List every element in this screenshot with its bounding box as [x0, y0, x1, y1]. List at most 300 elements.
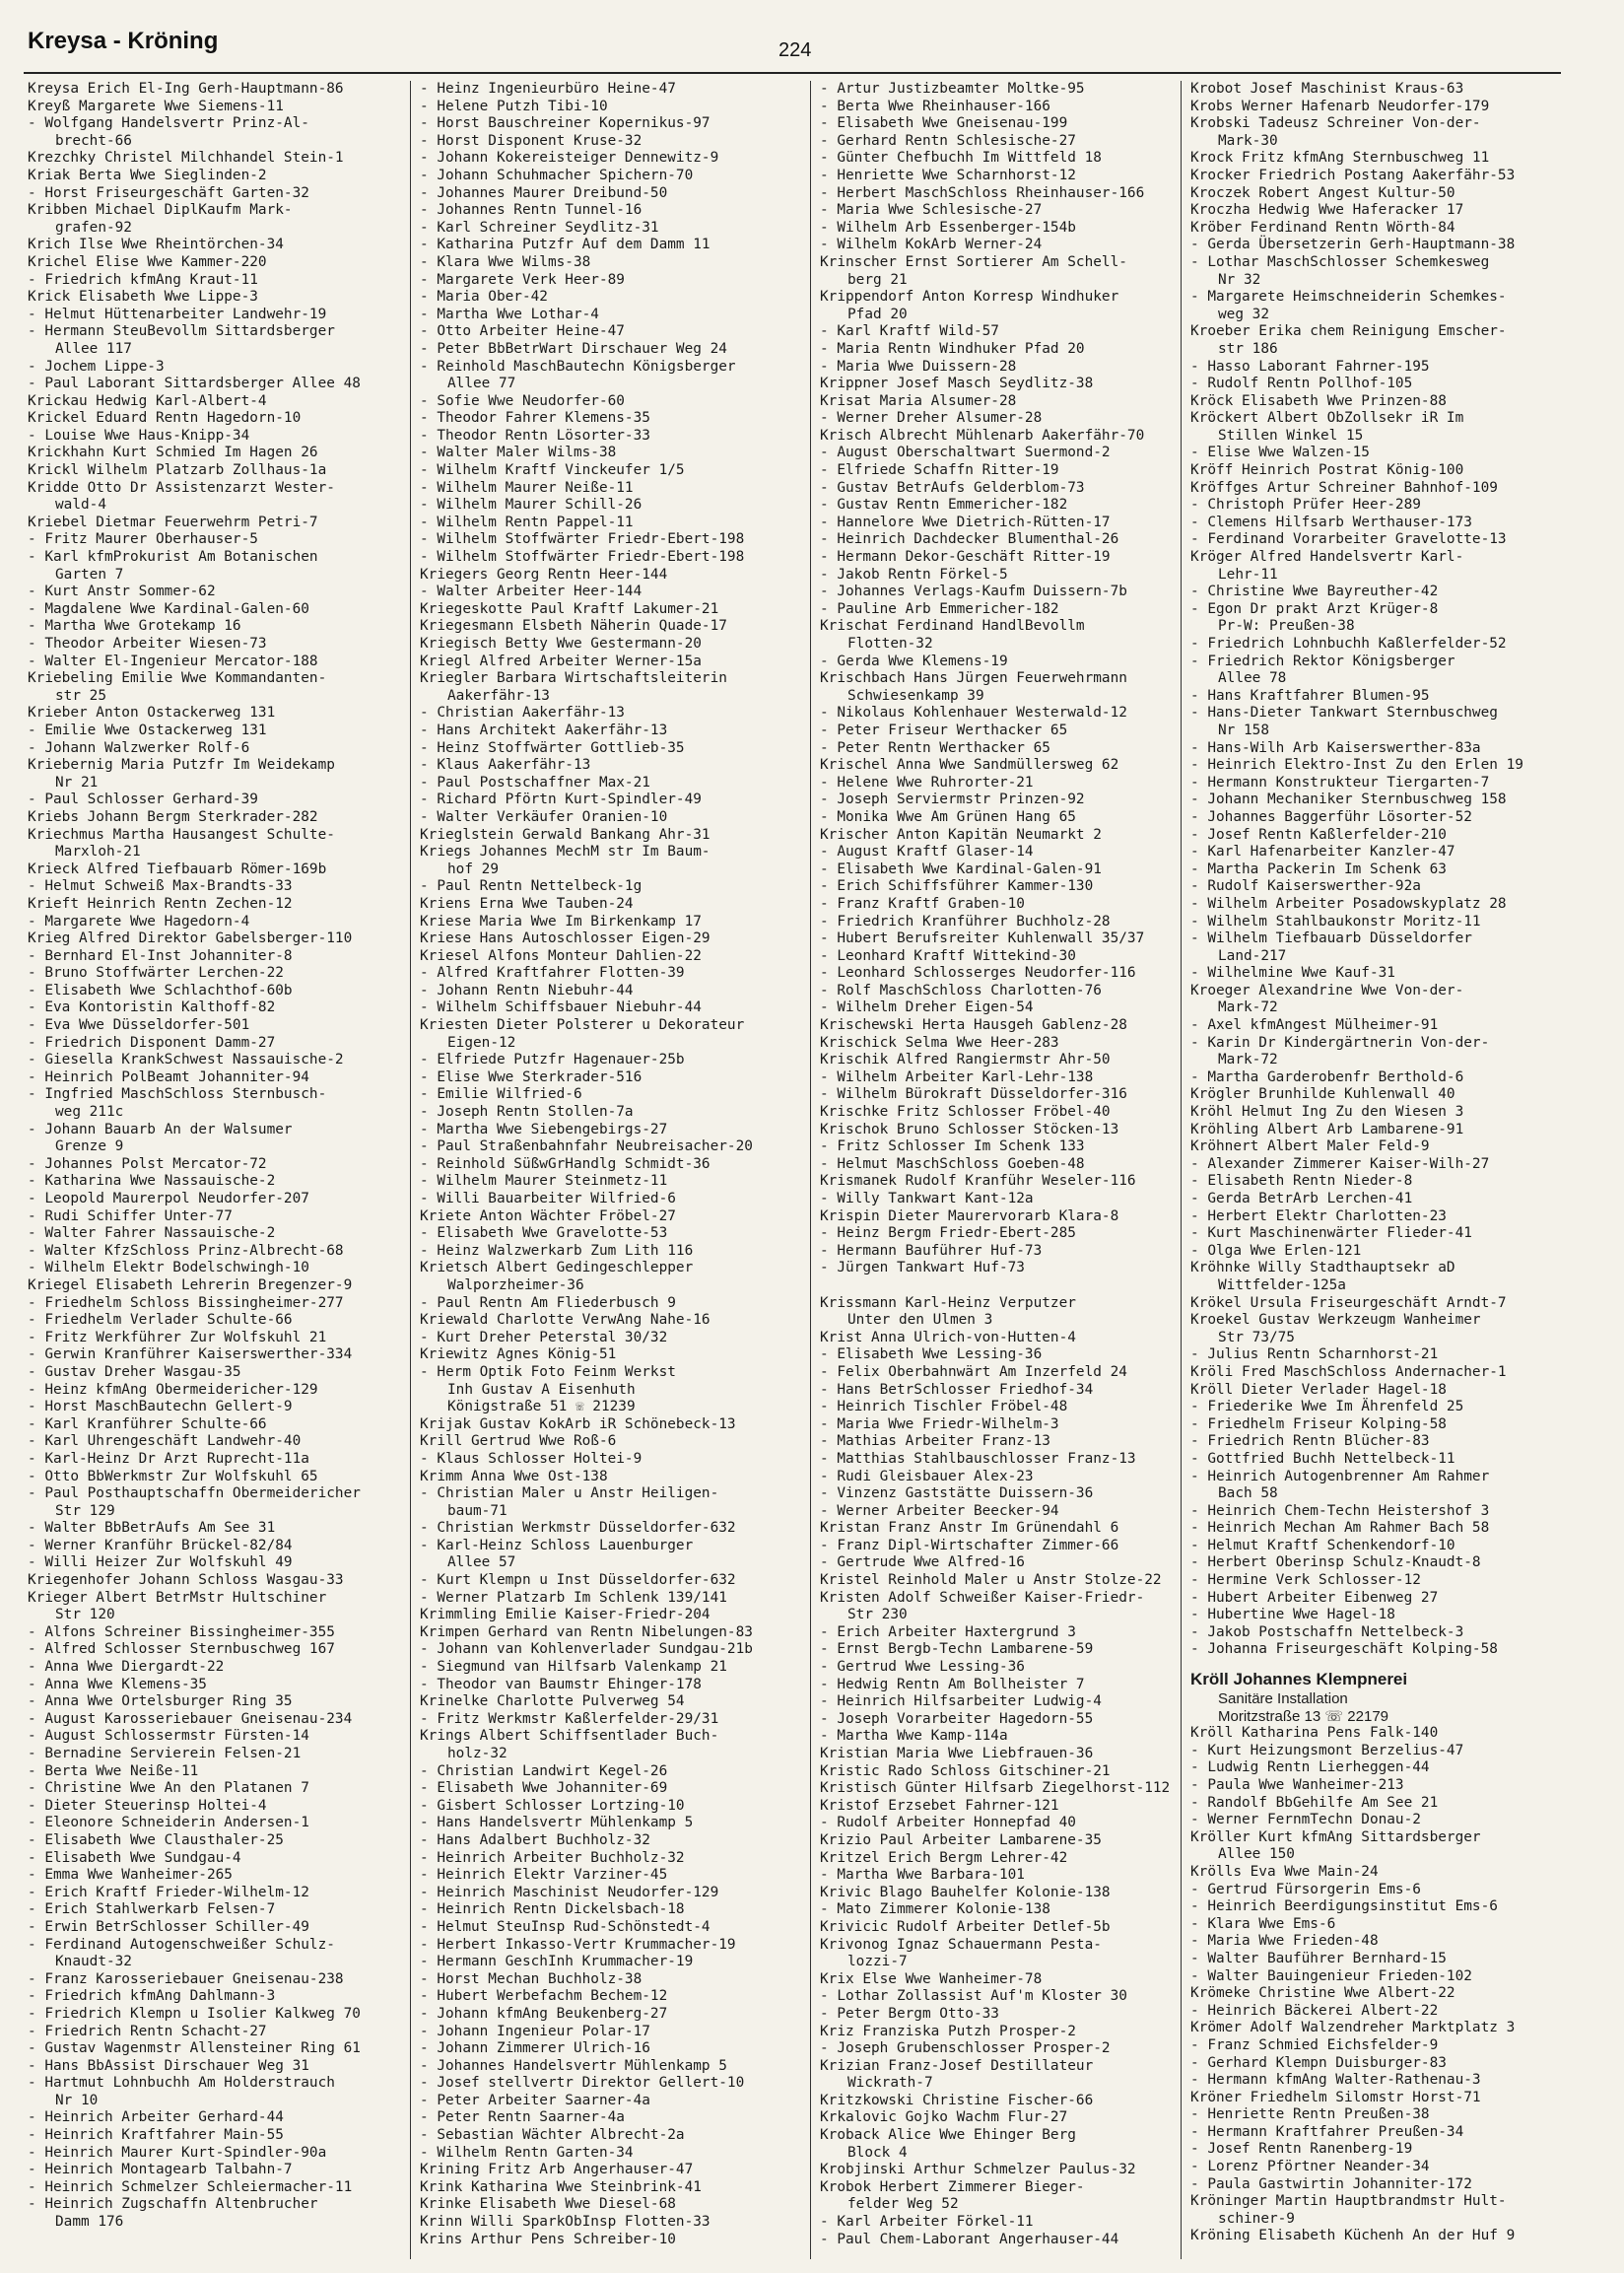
entry-continuation: Nr 158: [1218, 722, 1269, 738]
directory-entry: Krömer Adolf Walzendreher Marktplatz 3: [1190, 2020, 1516, 2036]
directory-subentry: - Heinrich Beerdigungsinstitut Ems-6: [1190, 1898, 1498, 1915]
directory-subentry: - Elfriede Schaffn Ritter-19: [820, 462, 1059, 479]
directory-subentry: - Wilhelm Rentn Pappel-11: [420, 514, 634, 530]
directory-entry: Krieg Alfred Direktor Gabelsberger-110: [28, 930, 353, 947]
directory-entry: Kriewald Charlotte VerwAng Nahe-16: [420, 1312, 710, 1329]
directory-subentry: - Elisabeth Wwe Schlachthof-60b: [28, 982, 293, 999]
directory-subentry: - Karl Kraftf Wild-57: [820, 323, 999, 340]
directory-subentry: - Werner FernmTechn Donau-2: [1190, 1812, 1421, 1828]
entry-continuation: Str 230: [847, 1607, 908, 1623]
directory-subentry: - Lothar Zollassist Auf'm Kloster 30: [820, 1988, 1127, 2005]
directory-subentry: - Eva Wwe Düsseldorfer-501: [28, 1017, 250, 1034]
directory-subentry: - Maria Rentn Windhuker Pfad 20: [820, 340, 1085, 357]
directory-subentry: - Helmut MaschSchloss Goeben-48: [820, 1155, 1085, 1172]
entry-continuation: weg 32: [1218, 306, 1269, 322]
directory-entry: Kridde Otto Dr Assistenzarzt Wester-: [28, 479, 335, 496]
directory-subentry: - Karl Kranführer Schulte-66: [28, 1415, 267, 1432]
directory-subentry: - Johann Bauarb An der Walsumer: [28, 1121, 293, 1137]
directory-subentry: - Egon Dr prakt Arzt Krüger-8: [1190, 600, 1439, 617]
directory-entry: Krischewski Herta Hausgeh Gablenz-28: [820, 1017, 1127, 1034]
entry-spacer: [820, 1277, 1186, 1295]
directory-subentry: - Karl-Heinz Dr Arzt Ruprecht-11a: [28, 1450, 309, 1467]
entry-continuation: Allee 150: [1218, 1846, 1295, 1863]
directory-entry: Kriak Berta Wwe Sieglinden-2: [28, 167, 267, 183]
directory-subentry: - Heinrich Schmelzer Schleiermacher-11: [28, 2178, 353, 2195]
directory-subentry: - Anna Wwe Ortelsburger Ring 35: [28, 1693, 293, 1710]
directory-subentry: - Erich Arbeiter Haxtergrund 3: [820, 1623, 1076, 1640]
directory-entry: Krieber Anton Ostackerweg 131: [28, 705, 276, 722]
directory-subentry: - Joseph Serviermstr Prinzen-92: [820, 792, 1085, 808]
directory-entry: Kriebeling Emilie Wwe Kommandanten-: [28, 670, 327, 687]
directory-subentry: - Fritz Schlosser Im Schenk 133: [820, 1138, 1085, 1155]
directory-columns: [24, 81, 1561, 2259]
directory-subentry: - Rolf MaschSchloss Charlotten-76: [820, 982, 1102, 999]
directory-subentry: - Alfred Schlosser Sternbuschweg 167: [28, 1641, 335, 1658]
directory-subentry: - Elisabeth Wwe Gravelotte-53: [420, 1225, 668, 1242]
directory-subentry: - Horst Mechan Buchholz-38: [420, 1970, 643, 1987]
directory-entry: Krivic Blago Bauhelfer Kolonie-138: [820, 1884, 1111, 1900]
entry-continuation: Wickrath-7: [847, 2075, 933, 2092]
directory-subentry: - Heinrich Hilfsarbeiter Ludwig-4: [820, 1693, 1102, 1710]
directory-subentry: - Siegmund van Hilfsarb Valenkamp 21: [420, 1659, 727, 1676]
directory-subentry: - Herm Optik Foto Feinm Werkst: [420, 1363, 676, 1380]
entry-continuation: Marxloh-21: [55, 844, 141, 861]
directory-subentry: - Peter Rentn Saarner-4a: [420, 2109, 625, 2126]
directory-subentry: - Karl Uhrengeschäft Landwehr-40: [28, 1433, 302, 1450]
directory-subentry: - Paul Posthauptschaffn Obermeidericher: [28, 1485, 361, 1502]
directory-subentry: - Randolf BbGehilfe Am See 21: [1190, 1794, 1439, 1811]
directory-subentry: - Wilhelm Stoffwärter Friedr-Ebert-198: [420, 549, 745, 566]
directory-subentry: - Elise Wwe Sterkrader-516: [420, 1068, 643, 1085]
directory-subentry: - Walter KfzSchloss Prinz-Albrecht-68: [28, 1242, 344, 1259]
entry-continuation: Allee 57: [447, 1554, 516, 1571]
entry-continuation: grafen-92: [55, 219, 132, 236]
directory-subentry: - Karl kfmProkurist Am Botanischen: [28, 549, 318, 566]
directory-subentry: - Heinz Walzwerkarb Zum Lith 116: [420, 1242, 694, 1259]
directory-subentry: - Herbert Inkasso-Vertr Krummacher-19: [420, 1936, 736, 1953]
directory-entry: Kröffges Artur Schreiner Bahnhof-109: [1190, 479, 1498, 496]
directory-subentry: - Heinrich Maurer Kurt-Spindler-90a: [28, 2144, 327, 2161]
directory-subentry: - Christine Wwe Bayreuther-42: [1190, 584, 1439, 600]
directory-subentry: - Johann Mechaniker Sternbuschweg 158: [1190, 792, 1507, 808]
directory-column-1: [28, 81, 394, 2259]
directory-entry: Kriegisch Betty Wwe Gestermann-20: [420, 636, 702, 652]
directory-entry: Kriesten Dieter Polsterer u Dekorateur: [420, 1017, 745, 1034]
entry-continuation: str 186: [1218, 340, 1278, 357]
directory-subentry: - Rudolf Rentn Pollhof-105: [1190, 376, 1413, 392]
directory-subentry: - Johann Zimmerer Ulrich-16: [420, 2040, 650, 2057]
directory-subentry: - Franz Karosseriebauer Gneisenau-238: [28, 1970, 344, 1987]
directory-subentry: - Wilhelm Elektr Bodelschwingh-10: [28, 1260, 309, 1276]
directory-subentry: - Franz Kraftf Graben-10: [820, 895, 1025, 912]
directory-subentry: - Wilhelm Maurer Neiße-11: [420, 479, 634, 496]
directory-subentry: - Leopold Maurerpol Neudorfer-207: [28, 1191, 309, 1206]
directory-entry: Kröhl Helmut Ing Zu den Wiesen 3: [1190, 1104, 1464, 1121]
directory-entry: Kröll Katharina Pens Falk-140: [1190, 1725, 1439, 1742]
directory-subentry: - Christian Werkmstr Düsseldorfer-632: [420, 1520, 736, 1537]
directory-subentry: - Friedhelm Verlader Schulte-66: [28, 1312, 293, 1329]
directory-subentry: - Gottfried Buchh Nettelbeck-11: [1190, 1450, 1455, 1467]
directory-subentry: - Karl Arbeiter Förkel-11: [820, 2214, 1034, 2231]
directory-subentry: - Wilhelm Arb Essenberger-154b: [820, 219, 1076, 236]
directory-subentry: - Gertrud Wwe Lessing-36: [820, 1659, 1025, 1676]
directory-entry: Kriegler Barbara Wirtschaftsleiterin: [420, 670, 727, 687]
directory-entry: Krins Arthur Pens Schreiber-10: [420, 2231, 676, 2247]
entry-continuation: Mark-30: [1218, 132, 1278, 149]
directory-subentry: - Ferdinand Autogenschweißer Schulz-: [28, 1936, 335, 1953]
directory-entry: Krinke Elisabeth Wwe Diesel-68: [420, 2196, 676, 2213]
directory-subentry: - Elisabeth Wwe Sundgau-4: [28, 1849, 241, 1866]
directory-subentry: - Klara Wwe Ems-6: [1190, 1915, 1336, 1932]
entry-continuation: Pr-W: Preußen-38: [1218, 618, 1355, 635]
directory-subentry: - August Schlossermstr Fürsten-14: [28, 1728, 309, 1745]
directory-entry: Kriegeskotte Paul Kraftf Lakumer-21: [420, 600, 719, 617]
directory-entry: Kriegers Georg Rentn Heer-144: [420, 566, 668, 583]
directory-entry: Krist Anna Ulrich-von-Hutten-4: [820, 1329, 1076, 1345]
directory-subentry: - Friedrich Klempn u Isolier Kalkweg 70: [28, 2005, 361, 2022]
directory-entry: Krobok Herbert Zimmerer Bieger-: [820, 2178, 1085, 2195]
directory-subentry: - Günter Chefbuchh Im Wittfeld 18: [820, 150, 1102, 167]
directory-entry: Kröner Friedhelm Silomstr Horst-71: [1190, 2089, 1481, 2105]
directory-entry: Kröninger Martin Hauptbrandmstr Hult-: [1190, 2193, 1507, 2210]
directory-subentry: - Bernadine Servierein Felsen-21: [28, 1746, 302, 1761]
directory-entry: Kroczha Hedwig Wwe Haferacker 17: [1190, 202, 1464, 219]
directory-subentry: - Heinrich Rentn Dickelsbach-18: [420, 1901, 685, 1918]
directory-subentry: - Josef Rentn Kaßlerfelder-210: [1190, 826, 1447, 843]
entry-continuation: Nr 21: [55, 774, 99, 791]
directory-subentry: - Paul Rentn Nettelbeck-1g: [420, 878, 643, 895]
directory-subentry: - Mathias Arbeiter Franz-13: [820, 1433, 1050, 1450]
directory-subentry: - Katharina Putzfr Auf dem Damm 11: [420, 237, 710, 253]
directory-subentry: - Johannes Polst Mercator-72: [28, 1155, 267, 1172]
directory-subentry: - Mato Zimmerer Kolonie-138: [820, 1901, 1050, 1918]
directory-subentry: - Bernhard El-Inst Johanniter-8: [28, 947, 293, 964]
directory-subentry: - Christian Landwirt Kegel-26: [420, 1762, 668, 1779]
directory-subentry: - Friedrich kfmAng Kraut-11: [28, 271, 258, 288]
directory-entry: Krismanek Rudolf Kranführ Weseler-116: [820, 1173, 1136, 1190]
directory-subentry: - Gerhard Klempn Duisburger-83: [1190, 2054, 1447, 2071]
directory-subentry: - Helmut Kraftf Schenkendorf-10: [1190, 1537, 1455, 1553]
entry-continuation: Allee 78: [1218, 670, 1287, 687]
business-listing-detail: Moritzstraße 13 ☏ 22179: [1218, 1707, 1388, 1725]
directory-subentry: - Johannes Verlags-Kaufm Duissern-7b: [820, 584, 1127, 600]
directory-subentry: - Paul Straßenbahnfahr Neubreisacher-20: [420, 1138, 753, 1155]
directory-entry: Krieglstein Gerwald Bankang Ahr-31: [420, 826, 710, 843]
directory-subentry: - Johann Rentn Niebuhr-44: [420, 982, 634, 999]
directory-subentry: - Ludwig Rentn Lierheggen-44: [1190, 1759, 1430, 1776]
page-number: 224: [778, 39, 812, 61]
directory-subentry: - Theodor Arbeiter Wiesen-73: [28, 636, 267, 652]
directory-entry: Kriens Erna Wwe Tauben-24: [420, 895, 634, 912]
directory-subentry: - Christine Wwe An den Platanen 7: [28, 1780, 309, 1797]
directory-subentry: - Johann Walzwerker Rolf-6: [28, 739, 250, 756]
directory-subentry: - Jürgen Tankwart Huf-73: [820, 1260, 1025, 1276]
directory-subentry: - Heinz kfmAng Obermeidericher-129: [28, 1381, 318, 1398]
directory-entry: Kroczek Robert Angest Kultur-50: [1190, 184, 1455, 201]
directory-subentry: - Alfred Kraftfahrer Flotten-39: [420, 965, 685, 982]
directory-entry: Kristisch Günter Hilfsarb Ziegelhorst-112: [820, 1780, 1171, 1797]
directory-subentry: - Martha Packerin Im Schenk 63: [1190, 861, 1447, 877]
directory-subentry: - Christian Maler u Anstr Heiligen-: [420, 1485, 719, 1502]
directory-subentry: - Nikolaus Kohlenhauer Westerwald-12: [820, 705, 1127, 722]
directory-subentry: - Martha Wwe Siebengebirgs-27: [420, 1121, 668, 1137]
directory-subentry: - Hans-Wilh Arb Kaiserswerther-83a: [1190, 739, 1481, 756]
directory-entry: Kriese Maria Wwe Im Birkenkamp 17: [420, 913, 702, 930]
directory-subentry: - August Karosseriebauer Gneisenau-234: [28, 1710, 353, 1727]
directory-subentry: - Katharina Wwe Nassauische-2: [28, 1173, 276, 1190]
directory-subentry: - Louise Wwe Haus-Knipp-34: [28, 427, 250, 444]
header-rule: [24, 72, 1561, 74]
directory-subentry: - Anna Wwe Klemens-35: [28, 1676, 207, 1692]
directory-subentry: - Kurt Maschinenwärter Flieder-41: [1190, 1225, 1472, 1242]
directory-subentry: - Johann Ingenieur Polar-17: [420, 2023, 650, 2039]
directory-subentry: - Heinrich Tischler Fröbel-48: [820, 1399, 1068, 1415]
directory-subentry: - Wilhelm Arbeiter Karl-Lehr-138: [820, 1068, 1094, 1085]
directory-entry: Krickau Hedwig Karl-Albert-4: [28, 392, 267, 409]
directory-subentry: - Hartmut Lohnbuchh Am Holderstrauch: [28, 2075, 335, 2092]
directory-entry: Kröckert Albert ObZollsekr iR Im: [1190, 410, 1464, 427]
directory-entry: Krisat Maria Alsumer-28: [820, 392, 1017, 409]
directory-subentry: - Klara Wwe Wilms-38: [420, 253, 591, 270]
directory-subentry: - Wilhelm Schiffsbauer Niebuhr-44: [420, 999, 702, 1016]
directory-subentry: - Helene Putzh Tibi-10: [420, 98, 608, 114]
directory-subentry: - Monika Wwe Am Grünen Hang 65: [820, 808, 1076, 825]
directory-subentry: - Axel kfmAngest Mülheimer-91: [1190, 1017, 1439, 1034]
directory-subentry: - Paul Chem-Laborant Angerhauser-44: [820, 2231, 1119, 2247]
directory-subentry: - Gisbert Schlosser Lortzing-10: [420, 1797, 685, 1814]
directory-subentry: - Martha Wwe Grotekamp 16: [28, 618, 241, 635]
directory-entry: Krischat Ferdinand HandlBevollm: [820, 618, 1085, 635]
directory-entry: Kriebs Johann Bergm Sterkrader-282: [28, 808, 318, 825]
directory-subentry: - Herbert MaschSchloss Rheinhauser-166: [820, 184, 1145, 201]
directory-subentry: - Paul Laborant Sittardsberger Allee 48: [28, 376, 361, 392]
entry-continuation: wald-4: [55, 497, 106, 514]
directory-entry: Kröhling Albert Arb Lambarene-91: [1190, 1121, 1464, 1137]
directory-entry: Kriegs Johannes MechM str Im Baum-: [420, 844, 710, 861]
directory-subentry: - Wolfgang Handelsvertr Prinz-Al-: [28, 115, 309, 132]
directory-subentry: - Wilhelm Stoffwärter Friedr-Ebert-198: [420, 531, 745, 548]
directory-entry: Krinscher Ernst Sortierer Am Schell-: [820, 253, 1127, 270]
directory-entry: Krickel Eduard Rentn Hagedorn-10: [28, 410, 302, 427]
directory-entry: Krischer Anton Kapitän Neumarkt 2: [820, 826, 1102, 843]
directory-subentry: - Helmut SteuInsp Rud-Schönstedt-4: [420, 1918, 710, 1935]
directory-subentry: - Johannes Baggerführ Lösorter-52: [1190, 808, 1472, 825]
directory-subentry: - Giesella KrankSchwest Nassauische-2: [28, 1052, 344, 1068]
directory-subentry: - Ferdinand Vorarbeiter Gravelotte-13: [1190, 531, 1507, 548]
directory-entry: Krizio Paul Arbeiter Lambarene-35: [820, 1831, 1102, 1848]
directory-subentry: - Henriette Wwe Scharnhorst-12: [820, 167, 1076, 183]
directory-subentry: - Heinrich Dachdecker Blumenthal-26: [820, 531, 1119, 548]
directory-subentry: - Felix Oberbahnwärt Am Inzerfeld 24: [820, 1363, 1127, 1380]
entry-continuation: baum-71: [447, 1502, 508, 1519]
directory-subentry: - Horst Disponent Kruse-32: [420, 132, 643, 149]
directory-column-2: [420, 81, 786, 2259]
directory-entry: Kröff Heinrich Postrat König-100: [1190, 462, 1464, 479]
directory-subentry: - Herbert Elektr Charlotten-23: [1190, 1207, 1447, 1224]
directory-subentry: - Margarete Verk Heer-89: [420, 271, 625, 288]
directory-column-3: [820, 81, 1186, 2259]
directory-subentry: - Horst MaschBautechn Gellert-9: [28, 1399, 293, 1415]
directory-subentry: - Lorenz Pförtner Neander-34: [1190, 2159, 1430, 2175]
directory-subentry: - Maria Wwe Schlesische-27: [820, 202, 1043, 219]
directory-subentry: - Paula Wwe Wanheimer-213: [1190, 1777, 1404, 1793]
directory-subentry: - Kurt Klempn u Inst Düsseldorfer-632: [420, 1572, 736, 1589]
entry-continuation: holz-32: [447, 1746, 508, 1761]
directory-entry: Kröhnke Willy Stadthauptsekr aD: [1190, 1260, 1455, 1276]
entry-continuation: Wittfelder-125a: [1218, 1276, 1346, 1293]
directory-subentry: - Heinrich Maschinist Neudorfer-129: [420, 1884, 719, 1900]
directory-entry: Krickhahn Kurt Schmied Im Hagen 26: [28, 445, 318, 461]
entry-continuation: Eigen-12: [447, 1034, 516, 1051]
entry-continuation: Unter den Ulmen 3: [847, 1312, 993, 1329]
directory-entry: Krezchky Christel Milchhandel Stein-1: [28, 150, 344, 167]
directory-entry: Krivonog Ignaz Schauermann Pesta-: [820, 1936, 1102, 1953]
directory-subentry: - Maria Ober-42: [420, 289, 548, 306]
directory-subentry: - Peter Bergm Otto-33: [820, 2005, 999, 2022]
directory-entry: Kröli Fred MaschSchloss Andernacher-1: [1190, 1363, 1507, 1380]
directory-subentry: - Gerda Wwe Klemens-19: [820, 653, 1008, 669]
directory-subentry: - Friederike Wwe Im Ährenfeld 25: [1190, 1399, 1464, 1415]
directory-entry: Krining Fritz Arb Angerhauser-47: [420, 2162, 694, 2178]
entry-continuation: Str 120: [55, 1607, 115, 1623]
directory-subentry: - Heinz Stoffwärter Gottlieb-35: [420, 739, 685, 756]
directory-subentry: - Berta Wwe Rheinhauser-166: [820, 98, 1050, 114]
directory-subentry: - Hermann Kraftfahrer Preußen-34: [1190, 2123, 1464, 2140]
directory-subentry: - Otto Arbeiter Heine-47: [420, 323, 625, 340]
directory-entry: Kristen Adolf Schweißer Kaiser-Friedr-: [820, 1589, 1145, 1606]
page-header: [0, 0, 1624, 69]
directory-entry: Kriewitz Agnes König-51: [420, 1346, 617, 1363]
directory-entry: Kriechmus Martha Hausangest Schulte-: [28, 826, 335, 843]
business-listing-heading: Kröll Johannes Klempnerei: [1190, 1670, 1408, 1689]
directory-subentry: - Hasso Laborant Fahrner-195: [1190, 358, 1430, 375]
directory-subentry: - Gerda Übersetzerin Gerh-Hauptmann-38: [1190, 237, 1516, 253]
directory-subentry: - Heinrich PolBeamt Johanniter-94: [28, 1068, 309, 1085]
directory-subentry: - Hubert Werbefachm Bechem-12: [420, 1988, 668, 2005]
directory-subentry: - Gustav Wagenmstr Allensteiner Ring 61: [28, 2040, 361, 2057]
entry-continuation: Allee 117: [55, 340, 132, 357]
directory-subentry: - Ernst Bergb-Techn Lambarene-59: [820, 1641, 1094, 1658]
directory-entry: Kreyß Margarete Wwe Siemens-11: [28, 98, 284, 114]
directory-subentry: - Martha Garderobenfr Berthold-6: [1190, 1068, 1464, 1085]
directory-subentry: - Elfriede Putzfr Hagenauer-25b: [420, 1052, 685, 1068]
directory-subentry: - Anna Wwe Diergardt-22: [28, 1659, 225, 1676]
directory-entry: Krijak Gustav KokArb iR Schönebeck-13: [420, 1415, 736, 1432]
directory-subentry: - Kurt Dreher Peterstal 30/32: [420, 1329, 668, 1345]
directory-entry: Krischel Anna Wwe Sandmüllersweg 62: [820, 757, 1119, 774]
directory-entry: Krieger Albert BetrMstr Hultschiner: [28, 1589, 327, 1606]
directory-subentry: - Heinrich Zugschaffn Altenbrucher: [28, 2196, 318, 2213]
directory-entry: Krömeke Christine Wwe Albert-22: [1190, 1985, 1455, 2002]
directory-subentry: - Olga Wwe Erlen-121: [1190, 1242, 1362, 1259]
directory-subentry: - Friedrich Disponent Damm-27: [28, 1034, 276, 1051]
directory-subentry: - Karin Dr Kindergärtnerin Von-der-: [1190, 1034, 1490, 1051]
directory-subentry: - Elisabeth Rentn Nieder-8: [1190, 1173, 1413, 1190]
directory-entry: Kroback Alice Wwe Ehinger Berg: [820, 2127, 1076, 2144]
directory-entry: Krinelke Charlotte Pulverweg 54: [420, 1693, 685, 1710]
directory-subentry: - Wilhelm Rentn Garten-34: [420, 2144, 634, 2161]
directory-subentry: - Reinhold MaschBautechn Königsberger: [420, 358, 736, 375]
directory-subentry: - Ingfried MaschSchloss Sternbusch-: [28, 1086, 327, 1103]
directory-entry: Krings Albert Schiffsentlader Buch-: [420, 1728, 719, 1745]
directory-subentry: - Erich Schiffsführer Kammer-130: [820, 878, 1094, 895]
directory-subentry: - Heinrich Elektr Varziner-45: [420, 1867, 668, 1884]
directory-entry: Kröger Alfred Handelsvertr Karl-: [1190, 549, 1464, 566]
directory-subentry: - Willi Heizer Zur Wolfskuhl 49: [28, 1554, 293, 1571]
directory-subentry: - Walter Maler Wilms-38: [420, 445, 617, 461]
column-divider: [410, 81, 411, 2259]
directory-subentry: - Friedrich Rektor Königsberger: [1190, 653, 1455, 669]
directory-subentry: - Gerda BetrArb Lerchen-41: [1190, 1191, 1413, 1206]
entry-continuation: Garten 7: [55, 566, 124, 583]
directory-subentry: - Wilhelm Arbeiter Posadowskyplatz 28: [1190, 895, 1507, 912]
entry-continuation: Mark-72: [1218, 999, 1278, 1016]
directory-subentry: - Emma Wwe Wanheimer-265: [28, 1867, 233, 1884]
entry-continuation: Stillen Winkel 15: [1218, 427, 1364, 444]
directory-subentry: - Hermann kfmAng Walter-Rathenau-3: [1190, 2072, 1481, 2089]
directory-entry: Krisch Albrecht Mühlenarb Aakerfähr-70: [820, 427, 1145, 444]
directory-subentry: - Pauline Arb Emmericher-182: [820, 600, 1059, 617]
directory-entry: Krissmann Karl-Heinz Verputzer: [820, 1294, 1076, 1311]
directory-subentry: - Hedwig Rentn Am Bollheister 7: [820, 1676, 1085, 1692]
directory-entry: Krkalovic Gojko Wachm Flur-27: [820, 2109, 1068, 2126]
entry-continuation: Schwiesenkamp 39: [847, 687, 984, 704]
directory-subentry: - Willy Tankwart Kant-12a: [820, 1191, 1034, 1206]
directory-entry: Kriebel Dietmar Feuerwehrm Petri-7: [28, 514, 318, 530]
entry-continuation: Grenze 9: [55, 1138, 124, 1155]
directory-entry: Kriz Franziska Putzh Prosper-2: [820, 2023, 1076, 2039]
directory-subentry: - Martha Wwe Barbara-101: [820, 1867, 1025, 1884]
directory-subentry: - Johannes Handelsvertr Mühlenkamp 5: [420, 2057, 727, 2074]
directory-subentry: - Heinrich Montagearb Talbahn-7: [28, 2162, 293, 2178]
directory-entry: Kriegesmann Elsbeth Näherin Quade-17: [420, 618, 727, 635]
directory-subentry: - Karl Schreiner Seydlitz-31: [420, 219, 659, 236]
entry-continuation: Str 73/75: [1218, 1329, 1295, 1345]
directory-entry: Krobjinski Arthur Schmelzer Paulus-32: [820, 2162, 1136, 2178]
directory-subentry: - Jakob Rentn Förkel-5: [820, 566, 1008, 583]
directory-subentry: - Joseph Vorarbeiter Hagedorn-55: [820, 1710, 1094, 1727]
directory-subentry: - Gertrude Wwe Alfred-16: [820, 1554, 1025, 1571]
directory-entry: Krischok Bruno Schlosser Stöcken-13: [820, 1121, 1119, 1137]
directory-subentry: - Fritz Werkführer Zur Wolfskuhl 21: [28, 1329, 327, 1345]
directory-subentry: - Erwin BetrSchlosser Schiller-49: [28, 1918, 309, 1935]
directory-subentry: - Berta Wwe Neiße-11: [28, 1762, 199, 1779]
directory-subentry: - Artur Justizbeamter Moltke-95: [820, 81, 1085, 97]
directory-subentry: - Heinrich Arbeiter Buchholz-32: [420, 1849, 685, 1866]
entry-continuation: Lehr-11: [1218, 566, 1278, 583]
directory-subentry: - Maria Wwe Frieden-48: [1190, 1933, 1379, 1950]
directory-entry: Krinn Willi SparkObInsp Flotten-33: [420, 2214, 710, 2231]
entry-continuation: felder Weg 52: [847, 2196, 959, 2213]
entry-continuation: Allee 77: [447, 376, 516, 392]
directory-subentry: - Paul Schlosser Gerhard-39: [28, 792, 258, 808]
column-divider: [1181, 81, 1182, 2259]
directory-subentry: - Hans-Dieter Tankwart Sternbuschweg: [1190, 705, 1498, 722]
directory-subentry: - Gertrud Fürsorgerin Ems-6: [1190, 1881, 1421, 1897]
directory-subentry: - Gustav Dreher Wasgau-35: [28, 1363, 241, 1380]
directory-subentry: - Lothar MaschSchlosser Schemkesweg: [1190, 253, 1490, 270]
directory-subentry: - Vinzenz Gaststätte Duissern-36: [820, 1485, 1094, 1502]
directory-entry: Kriesel Alfons Monteur Dahlien-22: [420, 947, 702, 964]
entry-continuation: weg 211c: [55, 1104, 124, 1121]
directory-subentry: - Hans Handelsvertr Mühlenkamp 5: [420, 1815, 694, 1831]
entry-continuation: Land-217: [1218, 947, 1287, 964]
directory-subentry: - Hermann GeschInh Krummacher-19: [420, 1954, 694, 1970]
directory-column-4: [1190, 81, 1557, 2259]
entry-continuation: schiner-9: [1218, 2210, 1295, 2227]
directory-subentry: - Wilhelm Stahlbaukonstr Moritz-11: [1190, 913, 1481, 930]
directory-subentry: - Elise Wwe Walzen-15: [1190, 445, 1370, 461]
